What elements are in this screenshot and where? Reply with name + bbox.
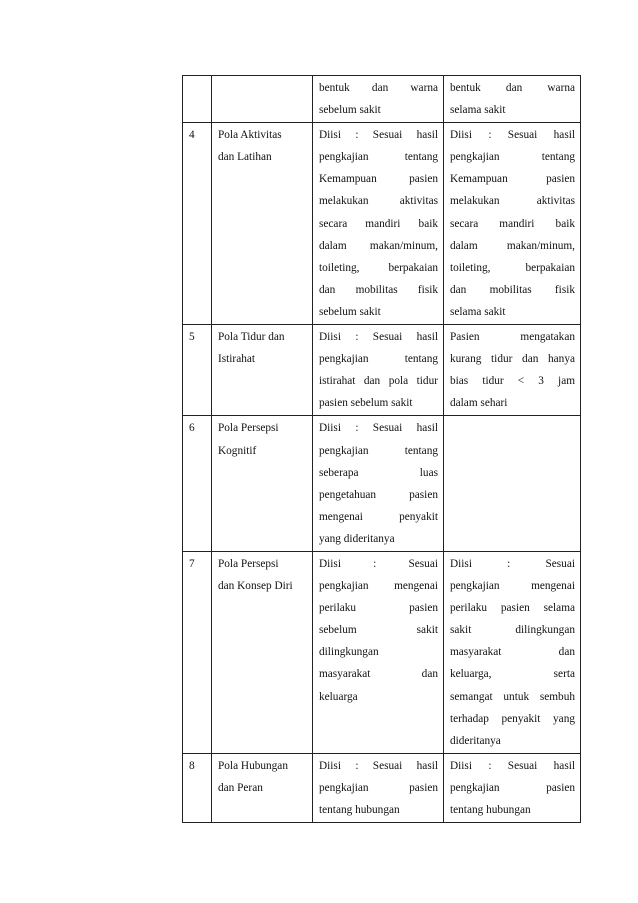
cell-text-line: pengkajian tentang xyxy=(319,151,438,164)
cell-text-line: dan mobilitas fisik xyxy=(450,283,575,296)
cell-text-line: Pola Tidur dan xyxy=(218,331,285,344)
cell-text-line: Pola Persepsi xyxy=(218,557,279,570)
cell-text-line: dan Peran xyxy=(218,781,263,794)
cell-text-line: Kemampuan pasien xyxy=(319,173,438,186)
cell-text-line: pengkajian tentang xyxy=(319,444,438,457)
cell-text-line: Diisi : Sesuai hasil xyxy=(319,422,438,435)
actual-condition-cell xyxy=(444,76,581,123)
expected-condition-cell xyxy=(313,753,444,822)
cell-text-line: Diisi : Sesuai hasil xyxy=(319,129,438,142)
cell-text-line: Diisi : Sesuai hasil xyxy=(450,759,575,772)
cell-text-line: Diisi : Sesuai hasil xyxy=(319,331,438,344)
cell-text-line: pengkajian mengenai xyxy=(319,580,438,593)
table-body xyxy=(183,76,581,823)
expected-condition-cell xyxy=(313,551,444,753)
cell-text-line: Kemampuan pasien xyxy=(450,173,575,186)
cell-text-line: dalam makan/minum, xyxy=(319,239,438,252)
cell-text-line: pengkajian tentang xyxy=(319,353,438,366)
pattern-name-cell xyxy=(212,416,313,552)
cell-text-line: kurang tidur dan hanya xyxy=(450,353,575,366)
cell-text-line: pengkajian pasien xyxy=(450,781,575,794)
cell-text-line: pengkajian tentang xyxy=(450,151,575,164)
cell-text-line: bias tidur < 3 jam xyxy=(450,375,575,388)
table-row xyxy=(183,76,581,123)
cell-text-line: perilaku pasien xyxy=(319,602,438,615)
pattern-name-cell xyxy=(212,123,313,325)
cell-text-line: mengenai penyakit xyxy=(319,510,438,523)
row-number-cell xyxy=(183,753,212,822)
cell-text-line: Diisi : Sesuai hasil xyxy=(319,759,438,772)
cell-text-line: melakukan aktivitas xyxy=(450,195,575,208)
cell-text-line: dalam makan/minum, xyxy=(450,239,575,252)
cell-text-line: istirahat dan pola tidur xyxy=(319,375,438,388)
row-number: 5 xyxy=(189,331,195,344)
cell-text-line: sebelum sakit xyxy=(319,624,438,637)
pattern-name-cell xyxy=(212,551,313,753)
row-number-cell xyxy=(183,123,212,325)
row-number-cell xyxy=(183,325,212,416)
table-row xyxy=(183,551,581,753)
cell-text-line: toileting, berpakaian xyxy=(450,261,575,274)
pattern-name-cell xyxy=(212,753,313,822)
cell-text-line: keluarga xyxy=(319,690,358,703)
cell-text-line: Istirahat xyxy=(218,353,256,366)
expected-condition-cell xyxy=(313,325,444,416)
row-number: 6 xyxy=(189,422,195,435)
cell-text-line: masyarakat dan xyxy=(319,668,438,681)
pattern-name-cell xyxy=(212,325,313,416)
assessment-table xyxy=(182,75,581,823)
cell-text-line: toileting, berpakaian xyxy=(319,261,438,274)
cell-text-line: Diisi : Sesuai xyxy=(319,557,438,570)
cell-text-line: dideritanya xyxy=(450,734,501,747)
actual-condition-cell xyxy=(444,551,581,753)
expected-condition-cell xyxy=(313,76,444,123)
cell-text-line: Pola Hubungan xyxy=(218,759,288,772)
cell-text-line: secara mandiri baik xyxy=(319,217,438,230)
cell-text-line: dan Latihan xyxy=(218,151,272,164)
cell-text-line: tentang hubungan xyxy=(450,804,531,816)
cell-text-line: pengkajian pasien xyxy=(319,781,438,794)
pattern-name-cell xyxy=(212,76,313,123)
row-number-cell xyxy=(183,551,212,753)
row-number: 7 xyxy=(189,557,195,570)
cell-text-line: semangat untuk sembuh xyxy=(450,690,575,703)
cell-text-line: dan Konsep Diri xyxy=(218,580,293,593)
cell-text-line: terhadap penyakit yang xyxy=(450,712,575,725)
cell-text-line: bentuk dan warna xyxy=(450,82,575,94)
table-row xyxy=(183,753,581,822)
cell-text-line: dilingkungan xyxy=(319,646,379,659)
cell-text-line: yang dideritanya xyxy=(319,532,395,545)
expected-condition-cell xyxy=(313,416,444,552)
row-number: 4 xyxy=(189,129,195,142)
actual-condition-cell xyxy=(444,325,581,416)
cell-text-line: dalam sehari xyxy=(450,397,508,410)
cell-text-line: tentang hubungan xyxy=(319,804,400,816)
cell-text-line: keluarga, serta xyxy=(450,668,575,681)
table-row xyxy=(183,416,581,552)
actual-condition-cell xyxy=(444,753,581,822)
cell-text-line: melakukan aktivitas xyxy=(319,195,438,208)
cell-text-line: Pola Aktivitas xyxy=(218,129,282,142)
cell-text-line: Pola Persepsi xyxy=(218,422,279,435)
table-row xyxy=(183,123,581,325)
cell-text-line: dan mobilitas fisik xyxy=(319,283,438,296)
row-number-cell xyxy=(183,416,212,552)
cell-text-line: secara mandiri baik xyxy=(450,217,575,230)
actual-condition-cell xyxy=(444,123,581,325)
cell-text-line: perilaku pasien selama xyxy=(450,602,575,615)
cell-text-line: pengkajian mengenai xyxy=(450,580,575,593)
row-number-cell xyxy=(183,76,212,123)
expected-condition-cell xyxy=(313,123,444,325)
cell-text-line: pengetahuan pasien xyxy=(319,488,438,501)
cell-text-line: Diisi : Sesuai xyxy=(450,557,575,570)
cell-text-line: selama sakit xyxy=(450,104,506,117)
cell-text-line: sebelum sakit xyxy=(319,104,381,117)
cell-text-line: sakit dilingkungan xyxy=(450,624,575,637)
cell-text-line: Pasien mengatakan xyxy=(450,331,575,344)
table-row xyxy=(183,325,581,416)
cell-text-line: selama sakit xyxy=(450,305,506,318)
cell-text-line: bentuk dan warna xyxy=(319,82,438,94)
cell-text-line: pasien sebelum sakit xyxy=(319,397,413,410)
cell-text-line: Kognitif xyxy=(218,444,257,457)
cell-text-line: seberapa luas xyxy=(319,466,438,479)
cell-text-line: Diisi : Sesuai hasil xyxy=(450,129,575,142)
cell-text-line: sebelum sakit xyxy=(319,305,381,318)
row-number: 8 xyxy=(189,759,195,772)
actual-condition-cell xyxy=(444,416,581,552)
cell-text-line: masyarakat dan xyxy=(450,646,575,659)
